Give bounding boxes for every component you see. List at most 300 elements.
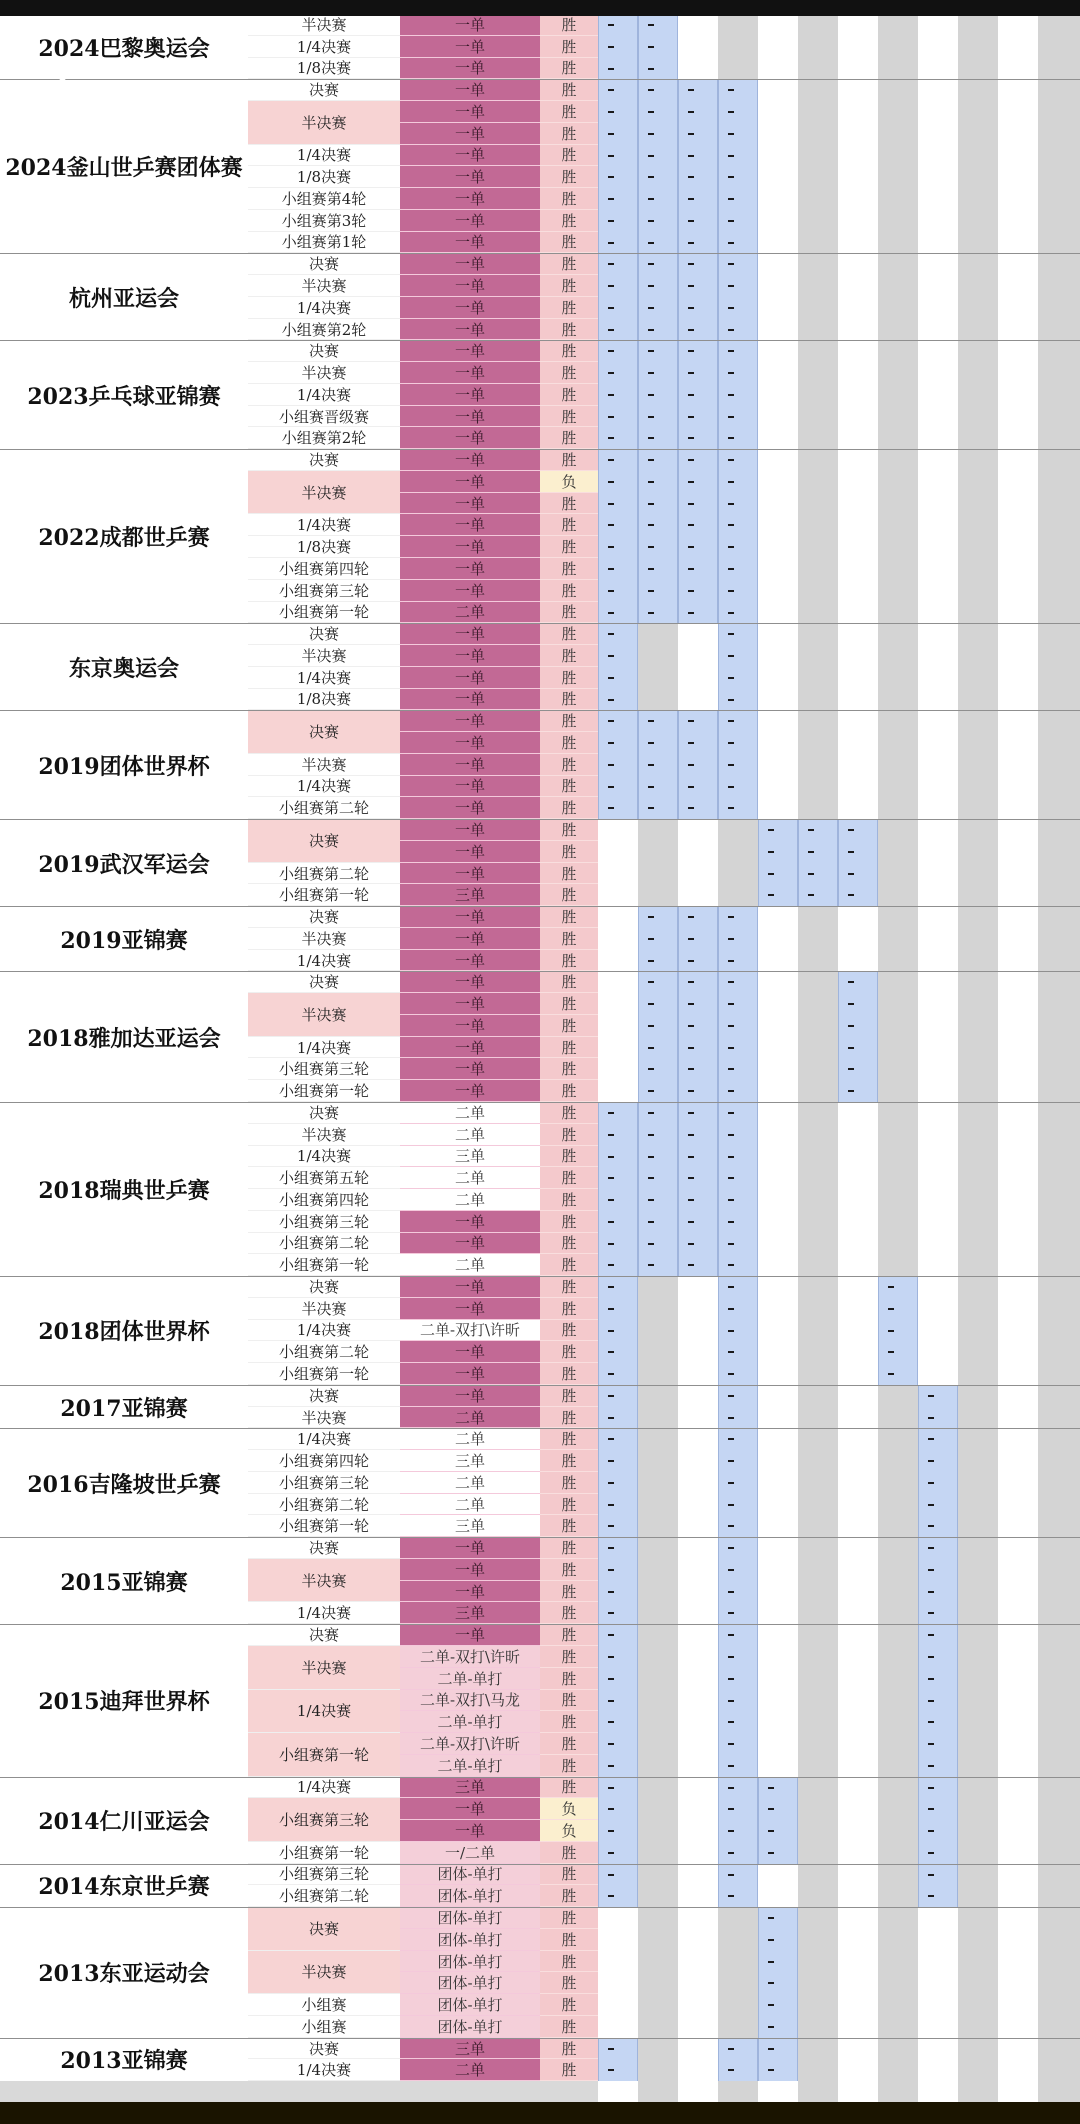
grid-dash	[608, 1547, 614, 1549]
match-result: 胜	[540, 1951, 598, 1973]
round-label: 小组赛第1轮	[248, 232, 400, 254]
round-label: 决赛	[248, 710, 400, 754]
match-result: 胜	[540, 1885, 598, 1907]
round-label: 决赛	[248, 1907, 400, 1951]
event-name: 2019武汉军运会	[0, 819, 248, 906]
match-type: 一单	[400, 1820, 540, 1842]
grid-highlight	[758, 2038, 798, 2082]
grid-dash	[688, 1003, 694, 1005]
match-type: 一单	[400, 1015, 540, 1037]
match-type: 一单	[400, 1363, 540, 1385]
grid-dash	[688, 524, 694, 526]
grid-dash	[928, 1700, 934, 1702]
match-result: 胜	[540, 1189, 598, 1211]
match-result: 胜	[540, 2038, 598, 2060]
grid-dash	[648, 1090, 654, 1092]
round-label: 半决赛	[248, 1559, 400, 1603]
round-label: 1/4决赛	[248, 776, 400, 798]
grid-dash	[648, 960, 654, 962]
grid-dash	[728, 590, 734, 592]
round-label: 决赛	[248, 1102, 400, 1124]
grid-highlight	[918, 1428, 958, 1537]
match-result: 胜	[540, 449, 598, 471]
grid-highlight	[718, 1777, 758, 1864]
round-label: 小组赛第一轮	[248, 1515, 400, 1537]
grid-dash	[728, 416, 734, 418]
grid-dash	[608, 111, 614, 113]
event-divider	[0, 449, 1080, 450]
grid-dash	[728, 503, 734, 505]
grid-highlight	[638, 340, 678, 449]
grid-dash	[608, 699, 614, 701]
grid-dash	[648, 329, 654, 331]
match-type: 一单	[400, 819, 540, 841]
grid-dash	[728, 568, 734, 570]
grid-highlight	[598, 623, 638, 710]
grid-dash	[608, 1460, 614, 1462]
match-type: 二单-双打\马龙	[400, 1690, 540, 1712]
grid-highlight	[638, 14, 678, 79]
grid-dash	[648, 546, 654, 548]
round-label: 小组赛第三轮	[248, 1798, 400, 1842]
round-label: 小组赛第一轮	[248, 1080, 400, 1102]
grid-dash	[928, 1612, 934, 1614]
match-result: 负	[540, 471, 598, 493]
grid-dash	[728, 1177, 734, 1179]
grid-dash	[728, 1808, 734, 1810]
grid-dash	[648, 46, 654, 48]
grid-dash	[688, 1221, 694, 1223]
match-result: 胜	[540, 384, 598, 406]
match-result: 胜	[540, 275, 598, 297]
match-result: 胜	[540, 1211, 598, 1233]
round-label: 小组赛第2轮	[248, 427, 400, 449]
grid-highlight	[918, 1777, 958, 1864]
grid-dash	[608, 677, 614, 679]
grid-highlight	[718, 1537, 758, 1624]
grid-dash	[728, 1504, 734, 1506]
match-result: 胜	[540, 406, 598, 428]
grid-highlight	[718, 710, 758, 819]
grid-dash	[728, 612, 734, 614]
grid-dash	[728, 176, 734, 178]
round-label: 半决赛	[248, 14, 400, 36]
match-result: 胜	[540, 79, 598, 101]
grid-dash	[848, 1090, 854, 1092]
round-label: 半决赛	[248, 1298, 400, 1320]
grid-dash	[648, 220, 654, 222]
grid-dash	[728, 1721, 734, 1723]
match-type: 一单	[400, 493, 540, 515]
match-type: 一单	[400, 1559, 540, 1581]
round-label: 1/4决赛	[248, 1777, 400, 1799]
grid-dash	[728, 242, 734, 244]
match-result: 胜	[540, 1559, 598, 1581]
grid-highlight	[598, 79, 638, 253]
match-result: 胜	[540, 645, 598, 667]
grid-dash	[848, 1047, 854, 1049]
match-type: 一单	[400, 145, 540, 167]
grid-dash	[608, 329, 614, 331]
match-type: 一单	[400, 123, 540, 145]
match-result: 胜	[540, 732, 598, 754]
grid-highlight	[638, 449, 678, 623]
round-label: 小组赛第二轮	[248, 1341, 400, 1363]
grid-dash	[728, 1830, 734, 1832]
grid-dash	[608, 764, 614, 766]
grid-dash	[728, 1525, 734, 1527]
grid-dash	[688, 111, 694, 113]
event-name: 2017亚锦赛	[0, 1385, 248, 1429]
grid-highlight	[678, 1102, 718, 1276]
match-type: 一单	[400, 362, 540, 384]
grid-dash	[608, 46, 614, 48]
match-result: 胜	[540, 36, 598, 58]
round-label: 1/8决赛	[248, 536, 400, 558]
grid-dash	[848, 1003, 854, 1005]
grid-dash	[608, 1156, 614, 1158]
match-type: 一单	[400, 36, 540, 58]
round-label: 决赛	[248, 449, 400, 471]
grid-dash	[728, 1156, 734, 1158]
match-result: 胜	[540, 1864, 598, 1886]
match-type: 二单	[400, 1494, 540, 1516]
grid-dash	[768, 1808, 774, 1810]
event-name: 2018瑞典世乒赛	[0, 1102, 248, 1276]
grid-highlight	[718, 340, 758, 449]
grid-dash	[648, 807, 654, 809]
grid-dash	[648, 786, 654, 788]
grid-dash	[648, 612, 654, 614]
match-result: 胜	[540, 558, 598, 580]
match-type: 一单	[400, 1211, 540, 1233]
match-result: 胜	[540, 253, 598, 275]
grid-dash	[608, 1438, 614, 1440]
match-type: 一单	[400, 906, 540, 928]
grid-highlight	[838, 819, 878, 906]
grid-highlight	[598, 1864, 638, 1908]
grid-dash	[688, 786, 694, 788]
match-result: 胜	[540, 2059, 598, 2081]
match-result: 胜	[540, 536, 598, 558]
grid-dash	[728, 1243, 734, 1245]
grid-dash	[728, 546, 734, 548]
round-label: 半决赛	[248, 471, 400, 515]
match-type: 一单	[400, 406, 540, 428]
bottom-caption-strip	[0, 2102, 1080, 2124]
grid-dash	[648, 524, 654, 526]
grid-highlight	[678, 449, 718, 623]
grid-dash	[728, 916, 734, 918]
grid-dash	[648, 981, 654, 983]
grid-dash	[608, 372, 614, 374]
grid-dash	[608, 1612, 614, 1614]
grid-dash	[728, 198, 734, 200]
round-label: 1/4决赛	[248, 1146, 400, 1168]
grid-highlight	[718, 1276, 758, 1385]
match-type: 一单	[400, 1624, 540, 1646]
match-result: 胜	[540, 58, 598, 80]
match-type: 一单	[400, 536, 540, 558]
event-name: 2014东京世乒赛	[0, 1864, 248, 1908]
grid-highlight	[638, 253, 678, 340]
match-result: 胜	[540, 1167, 598, 1189]
match-type: 三单	[400, 1450, 540, 1472]
grid-dash	[728, 263, 734, 265]
match-type: 二单	[400, 1189, 540, 1211]
grid-dash	[808, 873, 814, 875]
grid-highlight	[678, 906, 718, 971]
grid-dash	[728, 1025, 734, 1027]
grid-dash	[848, 1068, 854, 1070]
grid-dash	[608, 1787, 614, 1789]
grid-dash	[728, 1656, 734, 1658]
grid-dash	[928, 1743, 934, 1745]
match-result: 胜	[540, 123, 598, 145]
grid-dash	[768, 1830, 774, 1832]
match-type: 三单	[400, 884, 540, 906]
match-result: 胜	[540, 493, 598, 515]
grid-column	[878, 0, 918, 2124]
grid-dash	[688, 459, 694, 461]
grid-highlight	[678, 79, 718, 253]
grid-dash	[608, 481, 614, 483]
match-result: 胜	[540, 188, 598, 210]
grid-dash	[768, 1982, 774, 1984]
grid-dash	[648, 24, 654, 26]
grid-highlight	[718, 1102, 758, 1276]
event-name: 2022成都世乒赛	[0, 449, 248, 623]
match-result: 胜	[540, 863, 598, 885]
grid-column	[998, 0, 1038, 2124]
grid-dash	[648, 307, 654, 309]
grid-highlight	[758, 819, 798, 906]
grid-dash	[688, 916, 694, 918]
grid-highlight	[878, 1276, 918, 1385]
grid-dash	[688, 416, 694, 418]
match-type: 一单	[400, 101, 540, 123]
grid-dash	[608, 633, 614, 635]
grid-dash	[608, 1373, 614, 1375]
grid-dash	[648, 111, 654, 113]
round-label: 1/4决赛	[248, 297, 400, 319]
event-name: 2018团体世界杯	[0, 1276, 248, 1385]
grid-dash	[728, 1330, 734, 1332]
match-result: 胜	[540, 1515, 598, 1537]
match-type: 二单	[400, 1254, 540, 1276]
grid-dash	[728, 307, 734, 309]
match-type: 一单	[400, 188, 540, 210]
grid-dash	[728, 155, 734, 157]
grid-dash	[608, 1417, 614, 1419]
match-type: 一单	[400, 1058, 540, 1080]
match-result: 胜	[540, 1711, 598, 1733]
match-type: 二单	[400, 1407, 540, 1429]
match-result: 胜	[540, 993, 598, 1015]
grid-dash	[608, 612, 614, 614]
match-type: 一单	[400, 514, 540, 536]
round-label: 1/8决赛	[248, 166, 400, 188]
match-type: 一单	[400, 580, 540, 602]
match-result: 胜	[540, 210, 598, 232]
grid-dash	[608, 1765, 614, 1767]
grid-dash	[688, 220, 694, 222]
round-label: 小组赛第一轮	[248, 1254, 400, 1276]
grid-dash	[688, 437, 694, 439]
grid-dash	[608, 786, 614, 788]
round-label: 小组赛第2轮	[248, 319, 400, 341]
grid-dash	[608, 1221, 614, 1223]
round-label: 小组赛第三轮	[248, 1211, 400, 1233]
grid-dash	[928, 1765, 934, 1767]
grid-dash	[688, 1177, 694, 1179]
match-type: 一单	[400, 471, 540, 493]
round-label: 小组赛第二轮	[248, 1494, 400, 1516]
grid-dash	[928, 1787, 934, 1789]
match-result: 胜	[540, 1276, 598, 1298]
round-label: 决赛	[248, 623, 400, 645]
match-type: 三单	[400, 1515, 540, 1537]
grid-dash	[688, 546, 694, 548]
event-name: 2019亚锦赛	[0, 906, 248, 971]
round-label: 小组赛第一轮	[248, 602, 400, 624]
grid-dash	[608, 1591, 614, 1593]
grid-dash	[728, 2048, 734, 2050]
match-result: 胜	[540, 754, 598, 776]
grid-dash	[608, 1330, 614, 1332]
grid-highlight	[638, 906, 678, 971]
grid-dash	[648, 938, 654, 940]
grid-dash	[688, 263, 694, 265]
grid-dash	[928, 1438, 934, 1440]
grid-dash	[728, 1417, 734, 1419]
match-type: 一单	[400, 1233, 540, 1255]
grid-highlight	[838, 971, 878, 1102]
event-divider	[0, 2038, 1080, 2039]
round-label: 决赛	[248, 906, 400, 928]
match-result: 胜	[540, 1929, 598, 1951]
grid-dash	[648, 416, 654, 418]
grid-dash	[608, 1504, 614, 1506]
grid-dash	[728, 720, 734, 722]
grid-dash	[928, 1634, 934, 1636]
grid-dash	[648, 1243, 654, 1245]
round-label: 半决赛	[248, 928, 400, 950]
grid-highlight	[758, 1777, 798, 1864]
round-label: 小组赛第三轮	[248, 1864, 400, 1886]
event-name: 2015迪拜世界杯	[0, 1624, 248, 1776]
match-type: 一单	[400, 275, 540, 297]
grid-dash	[728, 133, 734, 135]
grid-highlight	[678, 340, 718, 449]
grid-dash	[648, 720, 654, 722]
match-type: 一单	[400, 384, 540, 406]
match-type: 一单	[400, 1298, 540, 1320]
grid-dash	[608, 24, 614, 26]
grid-dash	[608, 524, 614, 526]
grid-dash	[728, 1895, 734, 1897]
grid-dash	[768, 829, 774, 831]
match-result: 胜	[540, 101, 598, 123]
grid-dash	[648, 764, 654, 766]
grid-dash	[608, 1351, 614, 1353]
round-label: 小组赛	[248, 2016, 400, 2038]
grid-dash	[608, 1264, 614, 1266]
grid-column	[1038, 0, 1080, 2124]
match-type: 三单	[400, 1146, 540, 1168]
match-result: 胜	[540, 1602, 598, 1624]
grid-highlight	[718, 79, 758, 253]
match-type: 团体-单打	[400, 2016, 540, 2038]
grid-dash	[648, 503, 654, 505]
match-result: 胜	[540, 1385, 598, 1407]
grid-dash	[728, 350, 734, 352]
match-result: 胜	[540, 1646, 598, 1668]
grid-dash	[768, 1852, 774, 1854]
grid-dash	[608, 242, 614, 244]
grid-dash	[928, 1895, 934, 1897]
event-name: 2014仁川亚运会	[0, 1777, 248, 1864]
match-result: 胜	[540, 1472, 598, 1494]
grid-dash	[608, 1112, 614, 1114]
grid-highlight	[718, 253, 758, 340]
round-label: 小组赛第四轮	[248, 558, 400, 580]
grid-dash	[728, 1678, 734, 1680]
grid-dash	[688, 1112, 694, 1114]
round-label: 1/8决赛	[248, 58, 400, 80]
round-label: 半决赛	[248, 1646, 400, 1690]
grid-dash	[608, 1243, 614, 1245]
grid-highlight	[598, 253, 638, 340]
grid-dash	[728, 633, 734, 635]
match-type: 三单	[400, 2038, 540, 2060]
grid-dash	[728, 372, 734, 374]
grid-dash	[648, 568, 654, 570]
grid-dash	[648, 263, 654, 265]
grid-highlight	[678, 710, 718, 819]
grid-highlight	[598, 449, 638, 623]
grid-dash	[728, 1482, 734, 1484]
grid-dash	[728, 1351, 734, 1353]
round-label: 决赛	[248, 2038, 400, 2060]
round-label: 1/4决赛	[248, 667, 400, 689]
grid-highlight	[598, 1385, 638, 1429]
match-type: 二单-单打	[400, 1668, 540, 1690]
grid-dash	[648, 590, 654, 592]
round-label: 1/8决赛	[248, 689, 400, 711]
match-result: 胜	[540, 841, 598, 863]
round-label: 1/4决赛	[248, 1320, 400, 1342]
grid-highlight	[718, 906, 758, 971]
round-label: 小组赛第二轮	[248, 1885, 400, 1907]
grid-highlight	[718, 971, 758, 1102]
grid-column	[798, 0, 838, 2124]
grid-dash	[688, 394, 694, 396]
grid-dash	[608, 1808, 614, 1810]
event-divider	[0, 971, 1080, 972]
match-result: 负	[540, 1820, 598, 1842]
round-label: 决赛	[248, 1537, 400, 1559]
match-result: 胜	[540, 1537, 598, 1559]
event-name: 2023乒乓球亚锦赛	[0, 340, 248, 449]
grid-dash	[648, 1177, 654, 1179]
match-result: 胜	[540, 232, 598, 254]
event-name: 2024釜山世乒赛团体赛	[0, 79, 248, 253]
grid-dash	[608, 1743, 614, 1745]
back-button[interactable]	[46, 60, 86, 112]
grid-dash	[728, 1700, 734, 1702]
round-label: 半决赛	[248, 1407, 400, 1429]
